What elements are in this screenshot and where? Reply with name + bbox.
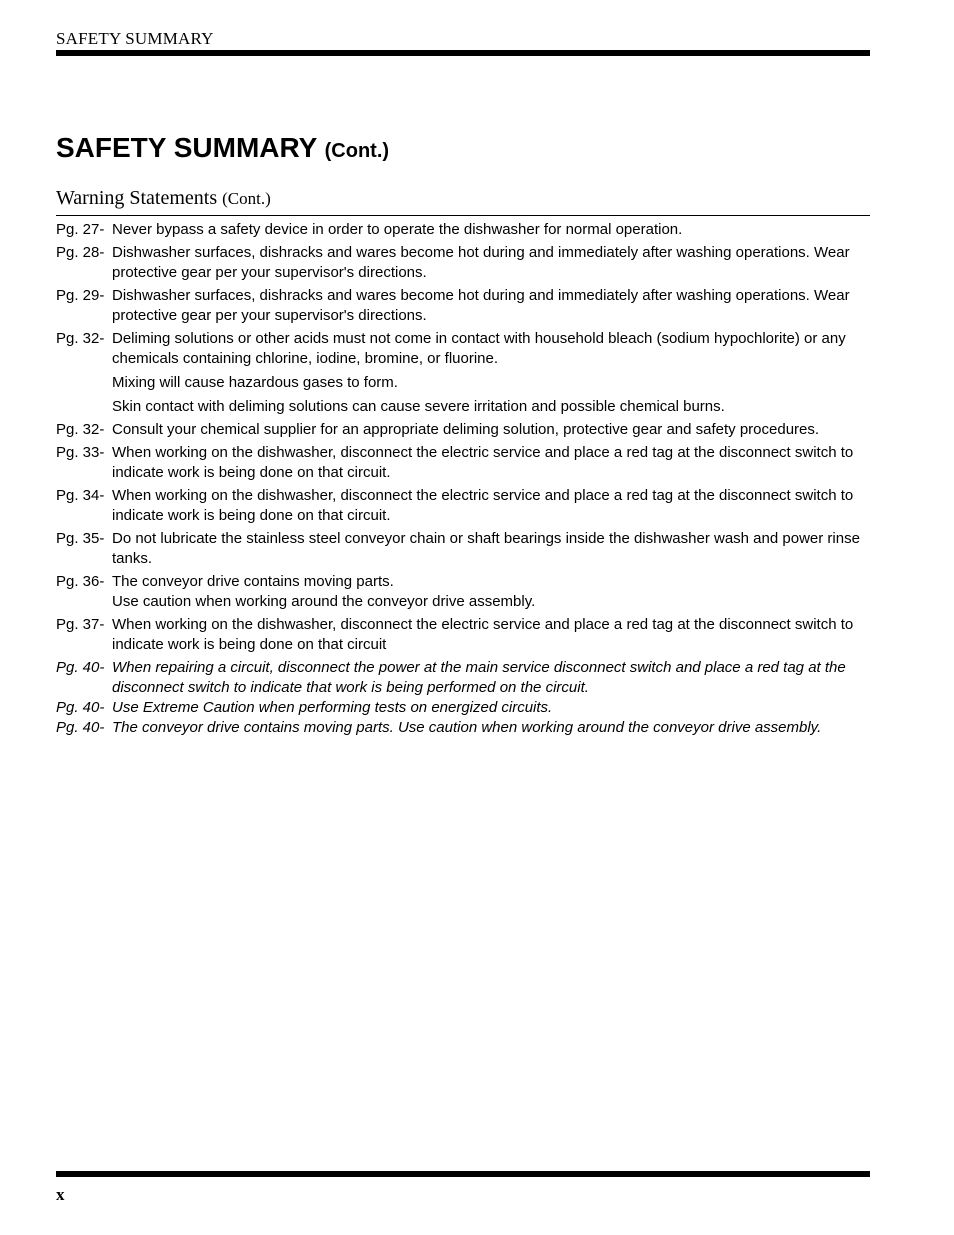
page-title-text: SAFETY SUMMARY (56, 132, 317, 163)
warning-entry (56, 572, 876, 612)
warning-text-line: The conveyor drive contains moving parts. (112, 573, 394, 590)
warning-page-ref: Pg. 40- (56, 699, 105, 716)
warning-page-ref: Pg. 28- (56, 244, 105, 261)
warning-text-line: Use caution when working around the conveyor drive assembly. (112, 593, 536, 610)
warning-text-line: Consult your chemical supplier for an appropriate deliming solution, protective gear and safety procedures. (112, 421, 820, 438)
warning-text-line: Never bypass a safety device in order to operate the dishwasher for normal operation. (112, 221, 683, 238)
warning-text (112, 420, 876, 440)
warning-text-line: When repairing a circuit, disconnect the power at the main service disconnect switch and place a red tag at the disconnect switch to indicate that work is being performed on the circuit. (112, 659, 846, 696)
warning-text-line: Dishwasher surfaces, dishracks and wares become hot during and immediately after washing operations. Wear protective gear per your supervisor's directions. (112, 244, 850, 281)
warning-text (112, 443, 876, 483)
warning-text (112, 286, 876, 326)
warning-text-line: Use Extreme Caution when performing tests on energized circuits. (112, 699, 553, 716)
warning-text (112, 329, 876, 417)
warning-page-ref: Pg. 37- (56, 616, 105, 633)
section-heading-text: Warning Statements (56, 187, 218, 209)
section-heading-suffix: (Cont.) (222, 189, 271, 208)
warning-text-line: Mixing will cause hazardous gases to form. (112, 374, 398, 391)
warning-entry (56, 718, 876, 738)
warning-text-line: Deliming solutions or other acids must not come in contact with household bleach (sodium hypochlorite) or any chemicals containing chlorine, iodine, bromine, or fluorine. (112, 330, 846, 367)
warning-text (112, 243, 876, 283)
warning-text-line: When working on the dishwasher, disconnect the electric service and place a red tag at the disconnect switch to indicate work is being done on that circuit. (112, 444, 854, 481)
warning-entry (56, 220, 876, 240)
warning-page-ref: Pg. 27- (56, 221, 105, 238)
page-title-suffix: (Cont.) (324, 140, 390, 162)
footer-rule (56, 1171, 870, 1177)
warning-page-ref: Pg. 32- (56, 421, 105, 438)
warning-page-ref: Pg. 35- (56, 530, 105, 547)
warning-entry (56, 286, 876, 326)
warning-entry (56, 486, 876, 526)
warning-text (112, 698, 876, 718)
warning-text-line: When working on the dishwasher, disconnect the electric service and place a red tag at the disconnect switch to indicate work is being done on that circuit. (112, 487, 854, 524)
warning-text (112, 220, 876, 240)
warning-text (112, 529, 876, 569)
warning-entry (56, 658, 876, 698)
page-number: x (56, 1185, 65, 1204)
warning-list (56, 220, 876, 738)
warning-text-line: Dishwasher surfaces, dishracks and wares become hot during and immediately after washing operations. Wear protective gear per your supervisor's directions. (112, 287, 850, 324)
running-header: SAFETY SUMMARY (56, 29, 214, 48)
warning-entry (56, 329, 876, 417)
warning-text (112, 718, 876, 738)
section-heading (56, 185, 870, 216)
warning-page-ref: Pg. 34- (56, 487, 105, 504)
warning-entry (56, 698, 876, 718)
warning-text-line: Skin contact with deliming solutions can cause severe irritation and possible chemical burns. (112, 398, 725, 415)
warning-page-ref: Pg. 33- (56, 444, 105, 461)
warning-text-line: When working on the dishwasher, disconnect the electric service and place a red tag at the disconnect switch to indicate work is being done on that circuit (112, 616, 854, 653)
warning-page-ref: Pg. 29- (56, 287, 105, 304)
warning-entry (56, 443, 876, 483)
warning-page-ref: Pg. 40- (56, 719, 105, 736)
warning-text (112, 572, 876, 612)
warning-text-line: Do not lubricate the stainless steel conveyor chain or shaft bearings inside the dishwasher wash and power rinse tanks. (112, 530, 860, 567)
warning-page-ref: Pg. 40- (56, 659, 105, 676)
warning-entry (56, 243, 876, 283)
warning-page-ref: Pg. 32- (56, 330, 105, 347)
warning-page-ref: Pg. 36- (56, 573, 105, 590)
warning-entry (56, 420, 876, 440)
warning-entry (56, 529, 876, 569)
warning-text-line: The conveyor drive contains moving parts. Use caution when working around the conveyor drive assembly. (112, 719, 822, 736)
warning-text (112, 615, 876, 655)
warning-text (112, 486, 876, 526)
warning-text (112, 658, 876, 698)
page-title (56, 130, 389, 169)
warning-entry (56, 615, 876, 655)
header-rule (56, 50, 870, 56)
